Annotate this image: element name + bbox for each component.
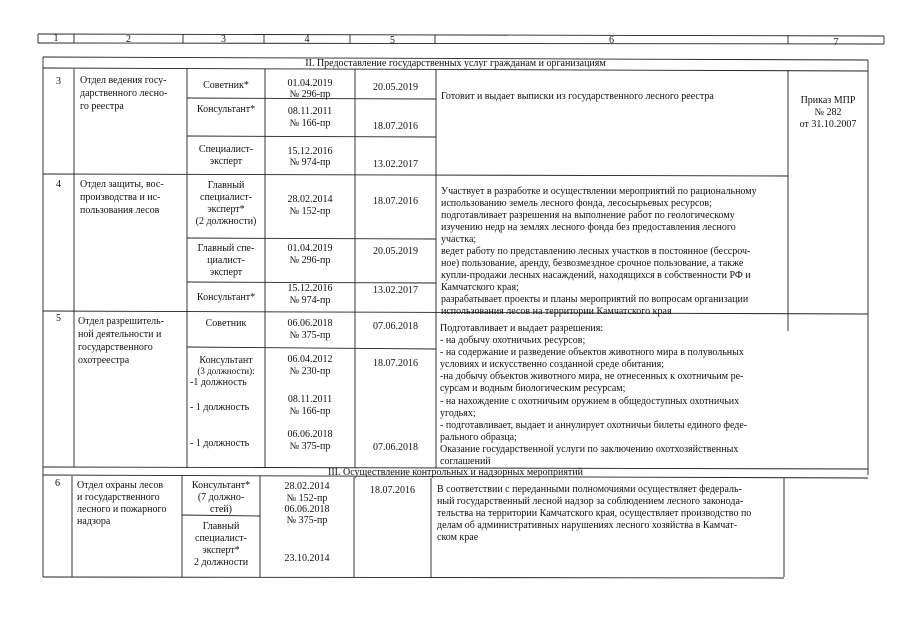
order-date: 08.11.2011 (287, 394, 333, 405)
appointment-date: 13.02.2017 (373, 159, 418, 170)
order-number: № 166-пр (289, 118, 331, 129)
position: специалист- (200, 192, 252, 203)
section-title: III. Осуществление контрольных и надзорных мероприятий (327, 467, 583, 478)
document-page: 1 2 3 4 5 6 7 II. Предоставление государственных услуг гражданам и организациям 3 Отдел ведения госу- дарственного лесно- го реестра Советник* 01.04.2019 № 296-пр 20.05.2019 Консультант* 08.11.2011 № 166-пр 18.07.2016 Специалист- эксперт 15.12.2016 № 974-пр 13.02.2017 Готовит и выдает выписки из государственного лесного реестра Приказ МПР № 282 от 31.10.2007 4 Отдел защиты, вос- производства и ис- пользования лесов Главный специалист- эксперт* (2 должности) 28.02.2014 № 152-пр 18.07.2016 Главный спе- циалист- эксперт 01.04.2019 № 296-пр 20.05.2019 Консультант* 15.12.2016 № 974-пр 13.02.2017 Участвует в разработке и осуществлении мероприятий по рациональному использованию земель лесного фонда, лесосырьевых ресурсов; подготавливает разрешения на выполнение работ по геологическому изучению недр на землях лесного фонда без предоставления лесного участка; ведет работу по представлению лесных участков в постоянное (бессроч- ное) пользование, аренду, безвозмездное срочное пользование, а также купли-продажи лесных насаждений, находящихся в собственности РФ и Камчатского края; разрабатывает проекты и планы мероприятий по вопросам организации использования лесов на территории Камчатского края 5 Отдел разрешитель- ной деятельности и государственного охотреестра Советник 06.06.2018 № 375-пр 07.06.2018 Консультант (3 должности): -1 должность 06.04.2012 № 230-пр 18.07.2016 - 1 должность 08.11.2011 № 166-пр - 1 должность 06.06.2018 № 375-пр 07.06.2018 Подготавливает и выдает разрешения: - на добычу охотничьих ресурсов; - на содержание и разведение объектов животного мира в полувольных условиях и искусственно созданной среде обитания; -на добычу объектов животного мира, не отнесенных к охотничьим ре- сурсам и водным биологическим ресурсам; - на нахождение с охотничьим оружием в общедоступных охотничьих угодьях; - подготавливает, выдает и аннулирует охотничьи билеты единого феде- рального образца; Оказание государственной услуги по заключению охотхозяйственных соглашений III. Осуществление контрольных и надзорных мероприятий 6 Отдел охраны лесов и государственного лесного и пожарного надзора Консультант* (7 должно- стей) 28.02.2014 № 152-пр 06.06.2018 № 375-пр 18.07.2016 Главный специалист- эксперт* 2 должности 23.10.2014 В соответствии с переданными полномочиями осуществляет федераль- ный государственный лесной надзор за соблюдением лесного законода- тельства на территории Камчатского края, осуществляет производство по делам об административных нарушениях лесного хозяйства в Камчат- ском крае (0, 0, 905, 640)
position: -1 должность (190, 377, 247, 388)
order-date: 06.06.2018 (284, 504, 330, 515)
appointment-date: 20.05.2019 (373, 246, 418, 257)
header-cell: 1 (53, 33, 59, 44)
position: Главный спе- (197, 243, 255, 254)
appointment-date: 18.07.2016 (373, 196, 418, 207)
order-date: 28.02.2014 (284, 481, 330, 492)
position: Консультант* (196, 104, 256, 115)
position: (3 должности): (197, 366, 255, 376)
position: Советник* (203, 80, 249, 91)
order-number: № 230-пр (289, 366, 331, 377)
row-number: 5 (56, 313, 61, 324)
appointment-date: 07.06.2018 (373, 442, 418, 453)
header-cell: 2 (126, 34, 131, 45)
position: (2 должности) (195, 216, 257, 227)
appointment-date: 18.07.2016 (370, 485, 415, 496)
position: эксперт (209, 156, 243, 167)
appointment-date: 07.06.2018 (373, 321, 418, 332)
position: Советник (205, 318, 247, 329)
appointment-date: 18.07.2016 (373, 121, 418, 132)
order-date: 28.02.2014 (287, 194, 333, 205)
order-date: 06.04.2012 (287, 354, 333, 365)
order-date: 08.11.2011 (287, 106, 333, 117)
order-number: № 166-пр (289, 406, 331, 417)
header-cell: 6 (609, 35, 614, 46)
position: эксперт* (207, 204, 245, 215)
header-cell: 4 (304, 34, 310, 45)
order-number: № 375-пр (289, 441, 331, 452)
section-title: II. Предоставление государственных услуг гражданам и организациям (305, 58, 606, 69)
header-cell: 5 (390, 35, 395, 46)
position: - 1 должность (190, 438, 250, 449)
position: Главный (202, 521, 240, 532)
position: Специалист- (198, 144, 254, 155)
position: стей) (210, 504, 232, 515)
appointment-date: 18.07.2016 (373, 358, 418, 369)
order-date: 06.06.2018 (287, 429, 333, 440)
order-number: № 375-пр (286, 515, 328, 526)
order-date: 15.12.2016 (287, 283, 333, 294)
position: эксперт (209, 267, 243, 278)
position: - 1 должность (190, 402, 250, 413)
appointment-date: 20.05.2019 (373, 82, 418, 93)
order-ref: № 282 (814, 107, 842, 118)
order-number: № 974-пр (289, 157, 331, 168)
order-number: № 152-пр (286, 493, 328, 504)
order-number: № 152-пр (289, 206, 331, 217)
header-cell: 3 (221, 34, 226, 45)
order-date: 15.12.2016 (287, 146, 333, 157)
order-date: 01.04.2019 (287, 243, 333, 254)
position: Консультант (199, 355, 253, 366)
order-date: 01.04.2019 (287, 78, 333, 89)
order-number: № 974-пр (289, 295, 331, 306)
position: специалист- (195, 533, 247, 544)
order-ref: от 31.10.2007 (799, 119, 857, 130)
order-date: 23.10.2014 (284, 553, 330, 564)
order-date: 06.06.2018 (287, 318, 333, 329)
position: Главный (207, 180, 245, 191)
position: 2 должности (193, 557, 249, 568)
position: Консультант* (196, 292, 256, 303)
position: Консультант* (191, 480, 251, 491)
header-cell: 7 (833, 37, 839, 48)
position: эксперт* (202, 545, 240, 556)
position: циалист- (207, 255, 245, 266)
order-number: № 296-пр (289, 89, 331, 100)
order-number: № 296-пр (289, 255, 331, 266)
row-number: 3 (56, 76, 61, 87)
functions-text: Готовит и выдает выписки из государственного лесного реестра (441, 91, 714, 102)
position: (7 должно- (197, 492, 245, 503)
order-ref: Приказ МПР (800, 95, 856, 106)
row-number: 6 (55, 478, 60, 489)
row-number: 4 (56, 179, 61, 190)
appointment-date: 13.02.2017 (373, 285, 418, 296)
order-number: № 375-пр (289, 330, 331, 341)
